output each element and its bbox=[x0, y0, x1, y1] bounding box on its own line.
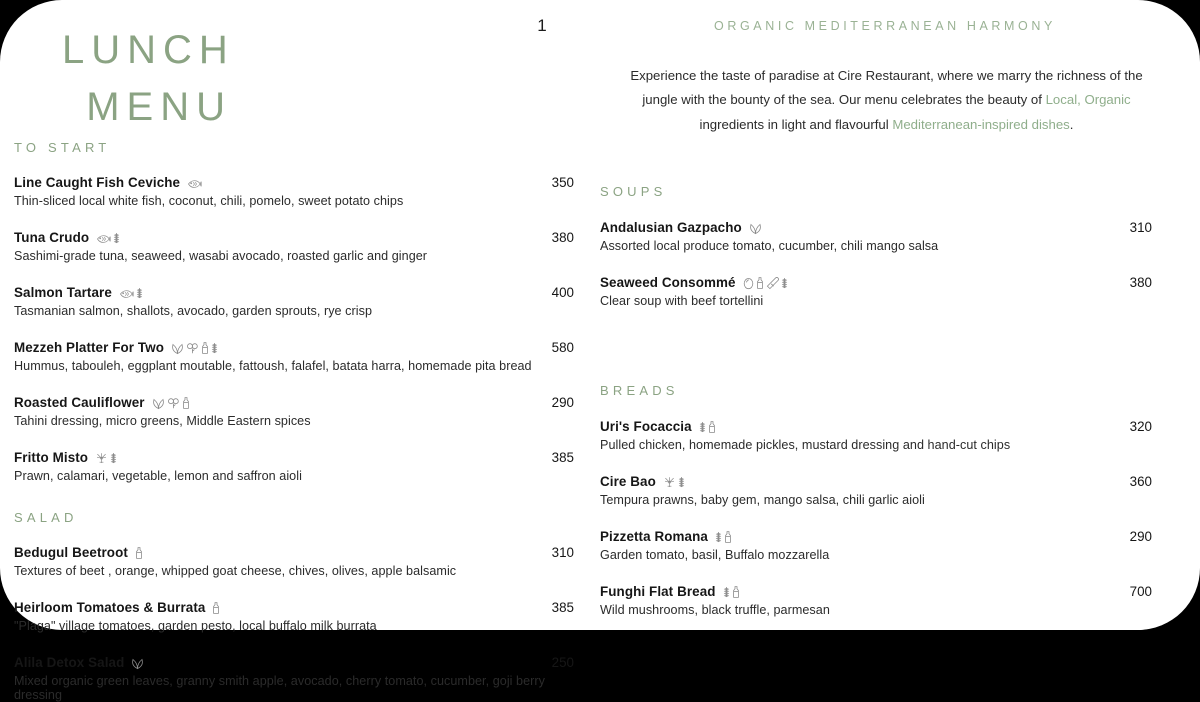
menu-item-description: "Plaga" village tomatoes, garden pesto, local buffalo milk burrata bbox=[14, 619, 377, 633]
menu-item-name-group bbox=[14, 544, 145, 562]
menu-item-name: Line Caught Fish Ceviche bbox=[14, 175, 181, 190]
menu-item-description: Garden tomato, basil, Buffalo mozzarella bbox=[600, 548, 830, 562]
menu-item-row bbox=[14, 394, 574, 412]
menu-item-description: Wild mushrooms, black truffle, parmesan bbox=[600, 603, 830, 617]
menu-item-description: Assorted local produce tomato, cucumber, chili mango salsa bbox=[600, 239, 939, 253]
menu-item bbox=[14, 284, 574, 318]
menu-section bbox=[600, 383, 1152, 617]
dietary-icons bbox=[699, 421, 718, 434]
menu-item-price: 400 bbox=[551, 285, 574, 300]
menu-item-name: Fritto Misto bbox=[14, 450, 89, 465]
menu-item-description: Pulled chicken, homemade pickles, mustard dressing and hand-cut chips bbox=[600, 438, 1011, 452]
dietary-icons bbox=[96, 232, 122, 245]
menu-item-price: 385 bbox=[551, 600, 574, 615]
dietary-icons bbox=[187, 178, 204, 190]
gluten-icon bbox=[211, 343, 220, 355]
fish-icon bbox=[119, 288, 136, 300]
section-heading: SOUPS bbox=[600, 184, 667, 199]
vegan-leaf-icon bbox=[152, 398, 167, 410]
menu-item-name-group bbox=[14, 174, 204, 192]
menu-item-name: Uri's Focaccia bbox=[600, 419, 692, 434]
dietary-icons bbox=[212, 602, 222, 615]
menu-item-row bbox=[14, 339, 574, 357]
menu-item-description: Tempura prawns, baby gem, mango salsa, chili garlic aioli bbox=[600, 493, 925, 507]
menu-item-row bbox=[14, 174, 574, 192]
menu-item-row bbox=[600, 219, 1152, 237]
menu-item-description: Tasmanian salmon, shallots, avocado, garden sprouts, rye crisp bbox=[14, 304, 372, 318]
menu-item-name: Tuna Crudo bbox=[14, 230, 90, 245]
menu-item-name: Funghi Flat Bread bbox=[600, 584, 716, 599]
menu-item-row bbox=[14, 229, 574, 247]
intro-text-part-1: Experience the taste of paradise at Cire Restaurant, where we marry the richness of the jungle with the bounty of the sea. Our menu celebrates the beauty of bbox=[630, 68, 1143, 108]
dietary-icons bbox=[663, 476, 687, 489]
menu-section bbox=[14, 510, 574, 702]
menu-item-price: 310 bbox=[551, 545, 574, 560]
menu-item-price: 700 bbox=[1129, 584, 1152, 599]
menu-item-price: 360 bbox=[1129, 474, 1152, 489]
dietary-icons bbox=[749, 223, 764, 235]
menu-item-description: Clear soup with beef tortellini bbox=[600, 294, 764, 308]
dairy-bottle-icon bbox=[708, 422, 718, 434]
vegetarian-icon bbox=[167, 398, 182, 410]
menu-section bbox=[14, 140, 574, 483]
menu-item-price: 385 bbox=[551, 450, 574, 465]
menu-column-right bbox=[600, 184, 1152, 617]
menu-item-price: 320 bbox=[1129, 419, 1152, 434]
menu-item-description: Hummus, tabouleh, eggplant moutable, fattoush, falafel, batata harra, homemade pita bread bbox=[14, 359, 532, 373]
vegan-leaf-icon bbox=[171, 343, 186, 355]
menu-item-name: Heirloom Tomatoes & Burrata bbox=[14, 600, 206, 615]
menu-item-name: Roasted Cauliflower bbox=[14, 395, 145, 410]
menu-item-name-group bbox=[600, 583, 742, 601]
menu-item bbox=[600, 274, 1152, 308]
dairy-bottle-icon bbox=[135, 548, 145, 560]
section-heading: SALAD bbox=[14, 510, 78, 525]
menu-item-row bbox=[600, 583, 1152, 601]
menu-item-name-group bbox=[14, 229, 122, 247]
menu-item bbox=[14, 654, 574, 702]
menu-item-price: 290 bbox=[1129, 529, 1152, 544]
menu-item-name-group bbox=[600, 274, 790, 292]
dietary-icons bbox=[95, 452, 119, 465]
menu-section bbox=[600, 184, 1152, 308]
menu-item bbox=[14, 449, 574, 483]
menu-item-row bbox=[600, 528, 1152, 546]
menu-item-description: Mixed organic green leaves, granny smith apple, avocado, cherry tomato, cucumber, goji berry dressing bbox=[14, 674, 546, 702]
menu-item-description: Sashimi-grade tuna, seaweed, wasabi avocado, roasted garlic and ginger bbox=[14, 249, 428, 263]
vegan-leaf-icon bbox=[131, 658, 146, 670]
menu-item-row bbox=[600, 274, 1152, 292]
gluten-icon bbox=[699, 422, 708, 434]
menu-item-row bbox=[14, 544, 574, 562]
menu-item bbox=[14, 599, 574, 633]
gluten-icon bbox=[781, 278, 790, 290]
dairy-bottle-icon bbox=[182, 398, 192, 410]
menu-item-description: Textures of beet , orange, whipped goat cheese, chives, olives, apple balsamic bbox=[14, 564, 457, 578]
menu-item-name: Seaweed Consommé bbox=[600, 275, 736, 290]
menu-item-name: Mezzeh Platter For Two bbox=[14, 340, 165, 355]
intro-highlight-mediterranean: Mediterranean-inspired dishes bbox=[892, 116, 1070, 132]
menu-item-name: Alila Detox Salad bbox=[14, 655, 125, 670]
menu-item-price: 380 bbox=[551, 230, 574, 245]
egg-icon bbox=[743, 278, 756, 290]
page-title bbox=[62, 22, 235, 136]
gluten-icon bbox=[136, 288, 145, 300]
gluten-icon bbox=[678, 477, 687, 489]
menu-item-name-group bbox=[14, 599, 222, 617]
dietary-icons bbox=[119, 287, 145, 300]
menu-item-name-group bbox=[600, 528, 734, 546]
menu-item-price: 580 bbox=[551, 340, 574, 355]
menu-item-name: Salmon Tartare bbox=[14, 285, 112, 300]
menu-column-left bbox=[14, 140, 574, 702]
menu-item-description: Tahini dressing, micro greens, Middle Eastern spices bbox=[14, 414, 311, 428]
dietary-icons bbox=[743, 277, 790, 290]
menu-item bbox=[600, 583, 1152, 617]
menu-item-name-group bbox=[600, 418, 718, 436]
menu-item-row bbox=[600, 473, 1152, 491]
menu-item-name: Pizzetta Romana bbox=[600, 529, 708, 544]
dietary-icons bbox=[171, 342, 220, 355]
menu-item-name-group bbox=[14, 654, 146, 672]
nut-icon bbox=[766, 278, 781, 290]
menu-item bbox=[600, 418, 1152, 452]
menu-item bbox=[14, 339, 574, 373]
menu-item bbox=[14, 229, 574, 263]
menu-item-name-group bbox=[14, 339, 220, 357]
dietary-icons bbox=[715, 531, 734, 544]
menu-item bbox=[14, 544, 574, 578]
menu-item bbox=[14, 174, 574, 208]
page-title-line-2: MENU bbox=[86, 84, 232, 129]
dairy-bottle-icon bbox=[212, 603, 222, 615]
page-number: 1 bbox=[537, 16, 547, 35]
fish-icon bbox=[96, 233, 113, 245]
menu-item-row bbox=[600, 418, 1152, 436]
menu-item-name: Andalusian Gazpacho bbox=[600, 220, 742, 235]
vegan-leaf-icon bbox=[749, 223, 764, 235]
gluten-icon bbox=[723, 587, 732, 599]
section-heading: TO START bbox=[14, 140, 111, 155]
menu-item-price: 290 bbox=[551, 395, 574, 410]
menu-item-row bbox=[14, 284, 574, 302]
section-heading: BREADS bbox=[600, 383, 679, 398]
menu-item-price: 250 bbox=[551, 655, 574, 670]
menu-item-row bbox=[14, 599, 574, 617]
dairy-bottle-icon bbox=[756, 278, 766, 290]
menu-item bbox=[600, 528, 1152, 562]
dietary-icons bbox=[723, 586, 742, 599]
shellfish-icon bbox=[663, 477, 678, 489]
vegetarian-icon bbox=[186, 343, 201, 355]
gluten-icon bbox=[110, 453, 119, 465]
intro-text-part-2: ingredients in light and flavourful bbox=[699, 116, 893, 132]
menu-item-name: Cire Bao bbox=[600, 474, 656, 489]
menu-item-row bbox=[14, 654, 574, 672]
menu-item-row bbox=[14, 449, 574, 467]
menu-item-price: 350 bbox=[551, 175, 574, 190]
menu-item-name-group bbox=[600, 219, 764, 237]
dairy-bottle-icon bbox=[724, 532, 734, 544]
menu-item bbox=[600, 219, 1152, 253]
shellfish-icon bbox=[95, 453, 110, 465]
dairy-bottle-icon bbox=[732, 587, 742, 599]
gluten-icon bbox=[113, 233, 122, 245]
menu-item-price: 310 bbox=[1129, 220, 1152, 235]
menu-item-name-group bbox=[14, 284, 145, 302]
menu-item-name: Bedugul Beetroot bbox=[14, 545, 128, 560]
menu-item bbox=[600, 473, 1152, 507]
tagline: ORGANIC MEDITERRANEAN HARMONY bbox=[714, 19, 1056, 33]
dairy-bottle-icon bbox=[201, 343, 211, 355]
menu-item-description: Thin-sliced local white fish, coconut, chili, pomelo, sweet potato chips bbox=[14, 194, 404, 208]
dietary-icons bbox=[131, 658, 146, 670]
menu-item-name-group bbox=[14, 449, 119, 467]
page-title-line-1: LUNCH bbox=[62, 28, 235, 72]
gluten-icon bbox=[715, 532, 724, 544]
menu-item-price: 380 bbox=[1129, 275, 1152, 290]
fish-icon bbox=[187, 178, 204, 190]
menu-item bbox=[14, 394, 574, 428]
menu-item-name-group bbox=[14, 394, 192, 412]
intro-text-part-3: . bbox=[1069, 116, 1074, 132]
dietary-icons bbox=[152, 397, 192, 410]
intro-paragraph bbox=[614, 64, 1159, 137]
menu-item-name-group bbox=[600, 473, 687, 491]
menu-item-description: Prawn, calamari, vegetable, lemon and saffron aioli bbox=[14, 469, 302, 483]
intro-highlight-local-organic: Local, Organic bbox=[1045, 92, 1131, 108]
dietary-icons bbox=[135, 547, 145, 560]
